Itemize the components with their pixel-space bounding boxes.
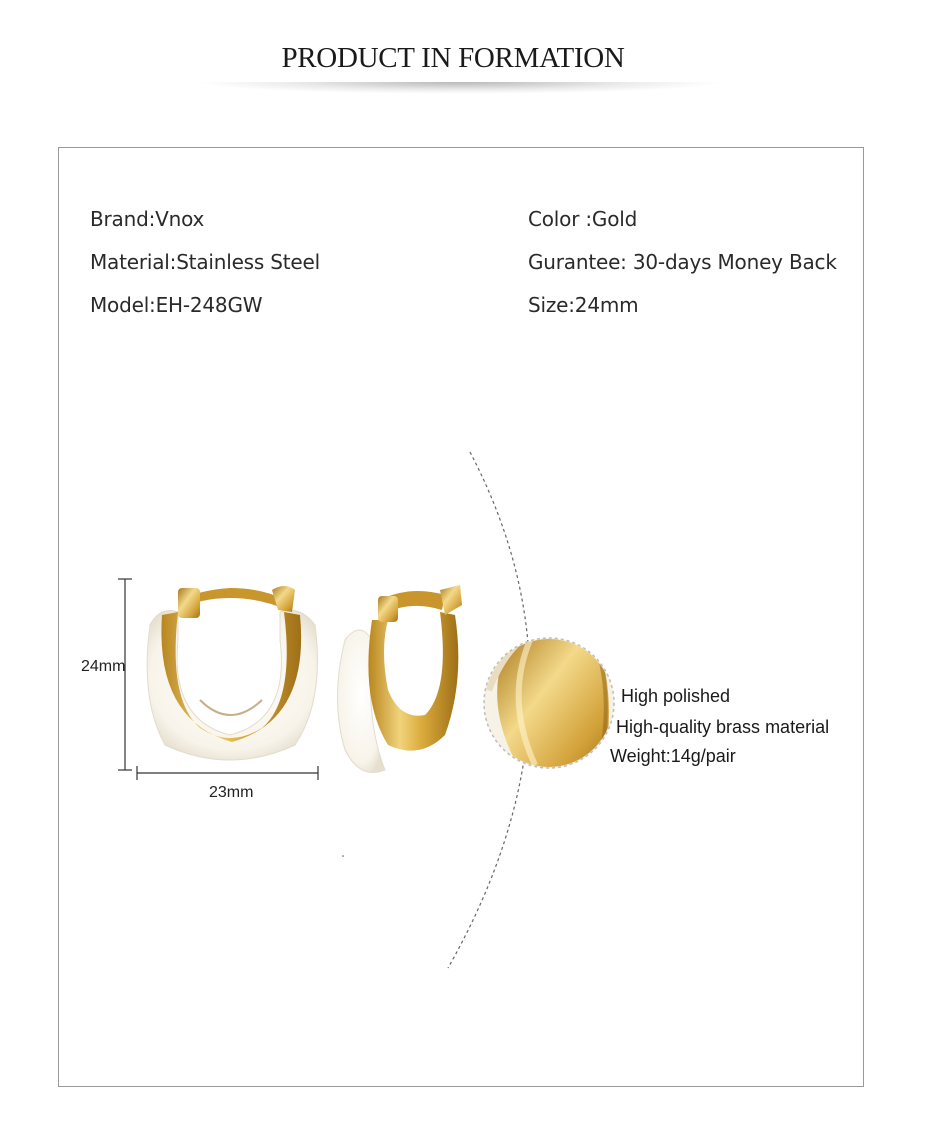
spec-material: Material:Stainless Steel: [90, 250, 320, 274]
height-dimension-label: 24mm: [81, 658, 126, 675]
page-title: PRODUCT IN FORMATION: [281, 42, 625, 74]
spec-model: Model:EH-248GW: [90, 293, 263, 317]
spec-guarantee: Gurantee: 30-days Money Back: [528, 250, 837, 274]
width-dimension-label: 23mm: [209, 784, 254, 801]
earring-front-view: [147, 586, 317, 760]
zoom-detail-circle: [480, 635, 620, 780]
spec-brand: Brand:Vnox: [90, 207, 205, 231]
earring-side-view: [338, 585, 463, 773]
feature-weight: Weight:14g/pair: [610, 746, 736, 766]
feature-polish: High polished: [621, 686, 731, 706]
feature-material: High-quality brass material: [616, 717, 830, 737]
width-dimension-line: [137, 766, 318, 780]
spec-size: Size:24mm: [528, 293, 639, 317]
spec-color: Color :Gold: [528, 207, 638, 231]
